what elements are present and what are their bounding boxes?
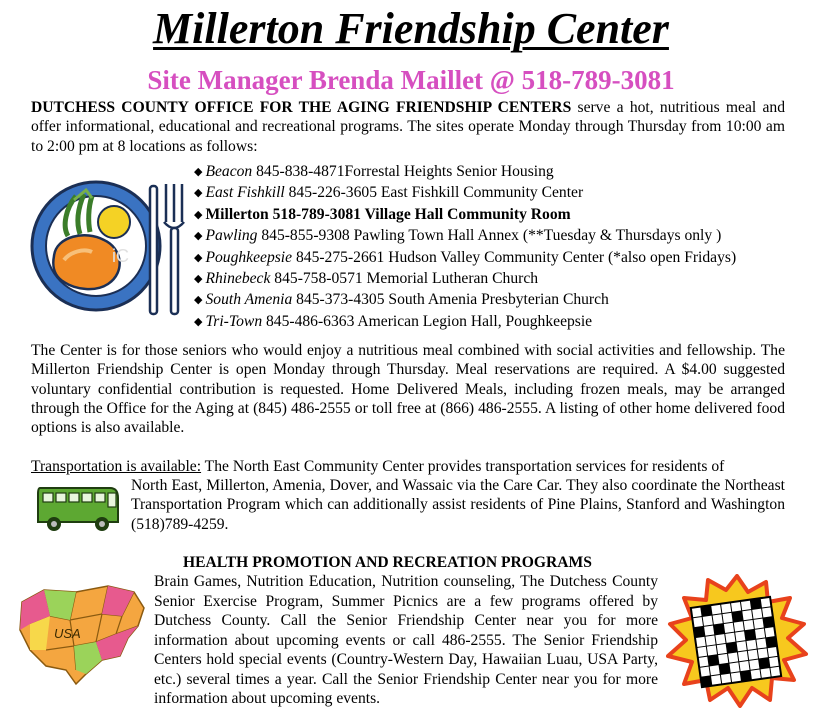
diamond-bullet-icon: ◆ (194, 208, 203, 221)
location-city: Rhinebeck (205, 270, 271, 288)
transportation-paragraph: North East, Millerton, Amenia, Dover, and Wassaic via the Care Car. They also coordinate the Northeast Transportation Program which can additionally assist residents of Pine Plains, Stanford and Washington (518)789-4259. (131, 477, 785, 533)
svg-text:iC: iC (112, 246, 129, 266)
location-poughkeepsie (194, 248, 804, 269)
intro-lead: DUTCHESS COUNTY OFFICE FOR THE AGING FRIENDSHIP CENTERS (31, 99, 572, 116)
location-list (194, 162, 804, 333)
page-title (0, 4, 822, 54)
transportation-first-line (31, 457, 785, 476)
meal-plate-icon (26, 178, 191, 320)
location-detail: 845-855-9308 Pawling Town Hall Annex (**Tuesday & Thursdays only ) (257, 227, 722, 245)
location-detail: 845-758-0571 Memorial Lutheran Church (270, 270, 539, 288)
location-detail: 518-789-3081 Village Hall Community Room (268, 205, 571, 223)
location-city: Tri-Town (205, 312, 263, 330)
location-pawling (194, 226, 804, 247)
location-rhinebeck (194, 269, 804, 290)
location-detail: 845-838-4871Forrestal Heights Senior Housing (252, 163, 554, 180)
usa-map-puzzle-icon (16, 580, 150, 688)
location-city: Millerton (205, 205, 269, 223)
diamond-bullet-icon: ◆ (194, 166, 203, 178)
crossword-puzzle-icon (664, 574, 810, 708)
transportation-label: Transportation is available: (31, 458, 202, 475)
location-city: South Amenia (205, 291, 293, 309)
diamond-bullet-icon: ◆ (194, 294, 203, 307)
location-detail: 845-226-3605 East Fishkill Community Center (284, 184, 584, 202)
location-beacon (194, 162, 804, 183)
diamond-bullet-icon: ◆ (194, 230, 203, 243)
site-manager-line: Site Manager Brenda Maillet @ 518-789-3081 (147, 65, 675, 95)
intro-paragraph (31, 98, 785, 156)
location-city: East Fishkill (205, 184, 285, 202)
health-programs-paragraph: Brain Games, Nutrition Education, Nutrition counseling, The Dutchess County Senior Exercise Program, Summer Picnics are a few programs offered by Dutchess County. Call the Senior Friendship Center near you for more information about upcoming events or call 486-2555. The Senior Friendship Centers hold special events (Country-Western Day, Hawaiian Luau, USA Party, etc.) several times a year. Call the Senior Friendship Center near you for more information about upcoming events. (154, 573, 658, 707)
location-tri-town (194, 312, 804, 333)
diamond-bullet-icon: ◆ (194, 187, 203, 200)
location-millerton (194, 205, 804, 226)
diamond-bullet-icon: ◆ (194, 251, 203, 264)
location-city: Beacon (205, 163, 253, 180)
health-programs-heading: HEALTH PROMOTION AND RECREATION PROGRAMS (183, 554, 592, 571)
location-detail: 845-373-4305 South Amenia Presbyterian Church (292, 291, 609, 309)
bus-icon (34, 484, 122, 534)
location-detail: 845-486-6363 American Legion Hall, Poughkeepsie (262, 312, 593, 330)
diamond-bullet-icon: ◆ (194, 273, 203, 286)
intro-body: serve a hot, nutritious meal and offer informational, educational and recreational programs. The sites operate Monday through Thursday from 10:00 am to 2:00 pm at 8 locations as follows: (31, 99, 785, 155)
center-info-paragraph: The Center is for those seniors who would enjoy a nutritious meal combined with social activities and fellowship. The Millerton Friendship Center is open Monday through Thursday. Meal reservations are required. A $4.00 suggested voluntary confidential contribution is requested. Home Delivered Meals, including frozen meals, may be arranged through the Office for the Aging at (845) 486-2555 or toll free at (866) 486-2555. A listing of other home delivered food options is also available. (31, 342, 785, 437)
location-city: Poughkeepsie (205, 248, 293, 266)
location-detail: 845-275-2661 Hudson Valley Community Center (*also open Fridays) (292, 248, 737, 266)
page-title-text: Millerton Friendship Center (153, 4, 669, 53)
location-city: Pawling (205, 227, 258, 245)
transportation-intro: The North East Community Center provides transportation services for residents of (201, 458, 725, 475)
diamond-bullet-icon: ◆ (194, 315, 203, 328)
location-south-amenia (194, 290, 804, 311)
usa-map-label: USA (54, 626, 81, 641)
location-east-fishkill (194, 183, 804, 204)
